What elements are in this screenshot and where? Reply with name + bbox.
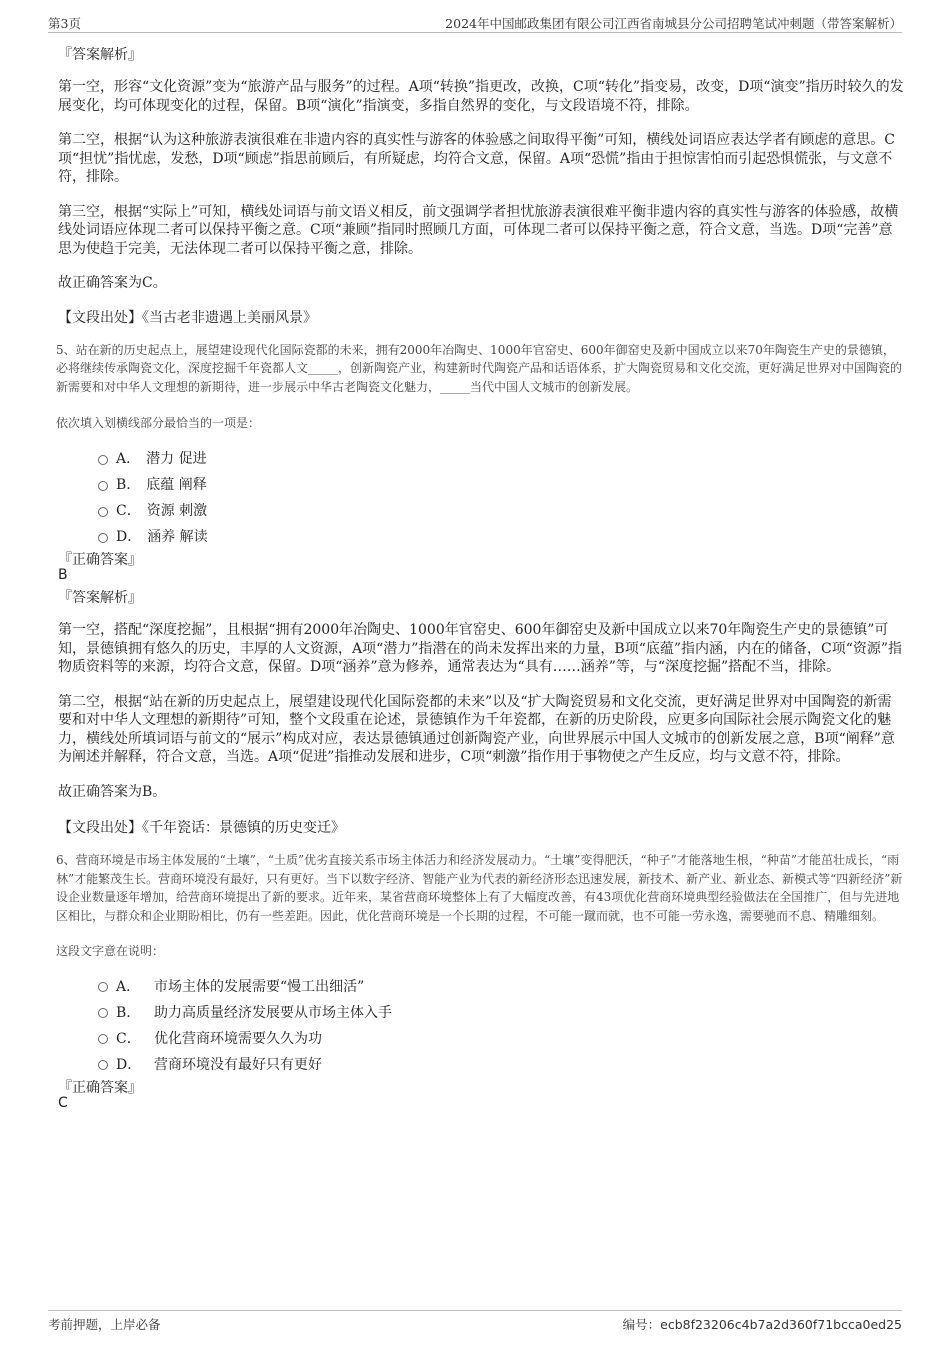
footer-code: ecb8f23206c4b7a2d360f71bcca0ed25 [660,1317,902,1332]
q6-question-text: 6、营商环境是市场主体发展的“土壤”，“土质”优劣直接关系市场主体活力和经济发展动力。“土壤”变得肥沃，“种子”才能落地生根，“种苗”才能茁壮成长，“雨林”才能繁茂生长。营商环境没有最好，只有更好。当下以数字经济、智能产业为代表的新经济形态迅速发展，新技术、新产业、新业态、新模式等“四新经济”新设企业数量逐年增加，给营商环境提出了新的要求。近年来，某省营商环境整体上有了大幅度改善，有43项优化营商环境典型经验做法在全国推广，但与先进地区相比，与群众和企业期盼相比，仍有一些差距。因此，优化营商环境是一个长期的过程，不可能一蹴而就，也不可能一劳永逸，需要驰而不息、精雕细刻。 [56,853,903,924]
q5-answer-label: 『正确答案』 [58,552,142,569]
radio-icon[interactable] [98,1034,108,1044]
q6-answer-label: 『正确答案』 [58,1079,142,1096]
q5-analysis-paragraph-1: 第一空，搭配“深度挖掘”，且根据“拥有2000年冶陶史、1000年官窑史、600年御窑史及新中国成立以来70年陶瓷生产史的景德镇”可知，景德镇拥有悠久的历史，丰厚的人文资源，A项“潜力”指潜在的尚未发挥出来的力量，B项“底蕴”指内涵，内在的储备，C项“资源”指物质资料等的来源，均符合文意，保留。D项“涵养”意为修养，通常表达为“具有……涵养”等，与“深度挖掘”搭配不当，排除。 [58,622,903,676]
radio-icon[interactable] [98,533,108,543]
q5-option-a[interactable]: A． 潜力 促进 [98,445,904,471]
q4-analysis-paragraph-2: 第二空，根据“认为这种旅游表演很难在非遗内容的真实性与游客的体验感之间取得平衡”可知，横线处词语应表达学者有顾虑的意思。C项“担忧”指忧虑，发愁，D项“顾虑”指思前顾后，有所疑虑，均符合文意，保留。A项“恐慌”指由于担惊害怕而引起恐惧慌张，与文意不符，排除。 [58,132,896,185]
q6-answer: C [58,1094,68,1111]
q4-analysis-label: 『答案解析』 [58,47,142,63]
page-content [56,44,904,1115]
q4-analysis-paragraph-1: 第一空，形容“文化资源”变为“旅游产品与服务”的过程。A项“转换”指更改，改换，C项“转化”指变易，改变，D项“演变”指历时较久的发展变化，均可体现变化的过程，保留。B项“演化”指演变，多指自然界的变化，与文段语境不符，排除。 [58,79,904,114]
q4-source: 【文段出处】《当古老非遗遇上美丽风景》 [58,309,317,326]
q6-option-c[interactable]: C． 优化营商环境需要久久为功 [98,1025,904,1051]
radio-icon[interactable] [98,982,108,992]
q5-prompt: 依次填入划横线部分最恰当的一项是： [56,416,261,431]
radio-icon[interactable] [98,507,108,517]
radio-icon[interactable] [98,1008,108,1018]
q5-question-text: 5、站在新的历史起点上，展望建设现代化国际瓷都的未来，拥有2000年冶陶史、1000年官窑史、600年御窑史及新中国成立以来70年陶瓷生产史的景德镇，必将继续传承陶瓷文化，深度挖掘千年瓷都人文_____，创新陶瓷产业，构建新时代陶瓷产品和话语体系，扩大陶瓷贸易和文化交流，更好满足世界对中国陶瓷的新需要和对中华人文理想的新期待，进一步展示中华古老陶瓷文化魅力，_____当代中国人文城市的创新发展。 [56,342,903,394]
q5-option-b[interactable]: B． 底蕴 阐释 [98,471,904,497]
footer-code-block [623,1315,902,1333]
document-title: 2024年中国邮政集团有限公司江西省南城县分公司招聘笔试冲刺题（带答案解析） [445,16,902,31]
q5-options [98,445,904,549]
q5-answer: B [58,567,68,584]
q5-analysis-paragraph-2: 第二空，根据“站在新的历史起点上，展望建设现代化国际瓷都的未来”以及“扩大陶瓷贸易和文化交流，更好满足世界对中国陶瓷的新需要和对中华人文理想的新期待”可知，整个文段重在论述，景德镇作为千年瓷都，在新的历史阶段，应更多向国际社会展示陶瓷文化的魅力，横线处所填词语与前文的“展示”构成对应，表达景德镇通过创新陶瓷产业，向世界展示中国人文城市的创新发展之意，B项“阐释”意为阐述并解释，符合文意，当选。A项“促进”指推动发展和进步，C项“刺激”指作用于事物使之产生反应，均与文意不符，排除。 [58,693,895,766]
radio-icon[interactable] [98,481,108,491]
q6-option-a[interactable]: A． 市场主体的发展需要“慢工出细活” [98,973,904,999]
q6-option-d[interactable]: D． 营商环境没有最好只有更好 [98,1051,904,1077]
radio-icon[interactable] [98,455,108,465]
page-header [48,10,902,33]
footer-code-label: 编号： [622,1317,661,1332]
q5-analysis-label: 『答案解析』 [58,590,142,607]
q6-prompt: 这段文字意在说明： [56,943,165,958]
q5-option-c[interactable]: C． 资源 刺激 [98,497,904,523]
q5-option-d[interactable]: D． 涵养 解读 [98,523,904,549]
q5-conclusion: 故正确答案为B。 [58,783,167,800]
q6-options [98,973,904,1077]
q5-source: 【文段出处】《千年瓷话：景德镇的历史变迁》 [58,820,345,837]
q6-option-b[interactable]: B． 助力高质量经济发展要从市场主体入手 [98,999,904,1025]
page-number: 第3页 [48,16,81,31]
radio-icon[interactable] [98,1060,108,1070]
q4-conclusion: 故正确答案为C。 [58,275,167,291]
q4-analysis-paragraph-3: 第三空，根据“实际上”可知，横线处词语与前文语义相反，前文强调学者担忧旅游表演很难平衡非遗内容的真实性与游客的体验感，故横线处词语应体现二者可以保持平衡之意。C项“兼顾”指同时照顾几方面，可体现二者可以保持平衡之意，符合文意，当选。D项“完善”意思为使趋于完美，无法体现二者可以保持平衡之意，排除。 [58,203,899,257]
page-footer [48,1310,902,1333]
footer-slogan: 考前押题，上岸必备 [48,1317,161,1332]
